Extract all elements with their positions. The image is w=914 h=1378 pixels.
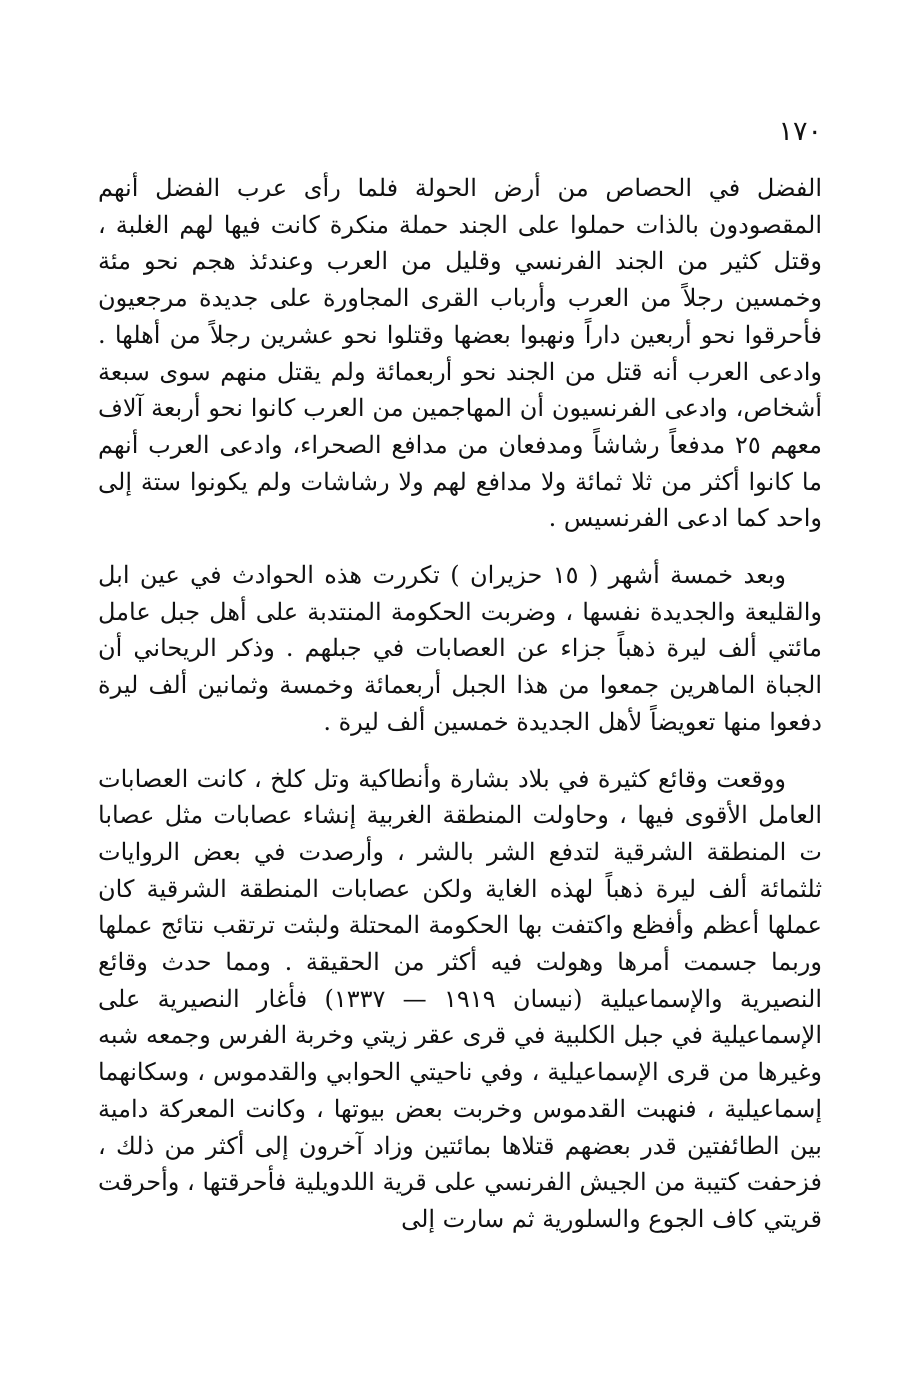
page-body — [98, 170, 822, 1238]
paragraph-2: وبعد خمسة أشهر ( ١٥ حزيران ) تكررت هذه الحوادث في عين ابل والقليعة والجديدة نفسها ، وضربت الحكومة المنتدبة على أهل جبل عامل مائتي ألف ليرة ذهباً جزاء عن العصابات في جبلهم . وذكر الريحاني أن الجباة الماهرين جمعوا من هذا الجبل أربعمائة وخمسة وثمانين ألف ليرة دفعوا منها تعويضاً لأهل الجديدة خمسين ألف ليرة . — [98, 561, 822, 736]
paragraph-1: الفضل في الحصاص من أرض الحولة فلما رأى عرب الفضل أنهم المقصودون بالذات حملوا على الجند حملة منكرة كانت فيها لهم الغلبة ، وقتل كثير من الجند الفرنسي وقليل من العرب وعندئذ هجم نحو مئة وخمسين رجلاً من العرب وأرباب القرى المجاورة على جديدة مرجعيون فأحرقوا نحو أربعين داراً ونهبوا بعضها وقتلوا نحو عشرين رجلاً من أهلها . وادعى العرب أنه قتل من الجند نحو أربعمائة ولم يقتل منهم سوى سبعة أشخاص، وادعى الفرنسيون أن المهاجمين من العرب كانوا نحو أربعة آلاف معهم ٢٥ مدفعاً رشاشاً ومدفعان من مدافع الصحراء، وادعى العرب أنهم ما كانوا أكثر من ثلا ثمائة ولا مدافع لهم ولا رشاشات ولم يكونوا ستة إلى واحد كما ادعى الفرنسيس . — [98, 174, 822, 533]
page-number: ١٧٠ — [778, 116, 822, 147]
paragraph-3: ووقعت وقائع كثيرة في بلاد بشارة وأنطاكية وتل كلخ ، كانت العصابات العامل الأقوى فيها ، وحاولت المنطقة الغربية إنشاء عصابات مثل عصابا ت المنطقة الشرقية لتدفع الشر بالشر ، وأرصدت في بعض الروايات ثلثمائة ألف ليرة ذهباً لهذه الغاية ولكن عصابات المنطقة الشرقية كان عملها أعظم وأفظع واكتفت بها الحكومة المحتلة ولبثت ترتقب نتائج عملها وربما جسمت أمرها وهولت فيه أكثر من الحقيقة . ومما حدث وقائع النصيرية والإسماعيلية (نيسان ١٩١٩ — ١٣٣٧) فأغار النصيرية على الإسماعيلية في جبل الكلبية في قرى عقر زيتي وخربة الفرس وجمعه شبه وغيرها من قرى الإسماعيلية ، وفي ناحيتي الحوابي والقدموس ، وسكانهما إسماعيلية ، فنهبت القدموس وخربت بعض بيوتها ، وكانت المعركة دامية بين الطائفتين قدر بعضهم قتلاها بمائتين وزاد آخرون إلى أكثر من ذلك ، فزحفت كتيبة من الجيش الفرنسي على قرية اللدويلية فأحرقتها ، وأحرقت قريتي كاف الجوع والسلورية ثم سارت إلى — [98, 764, 823, 1233]
